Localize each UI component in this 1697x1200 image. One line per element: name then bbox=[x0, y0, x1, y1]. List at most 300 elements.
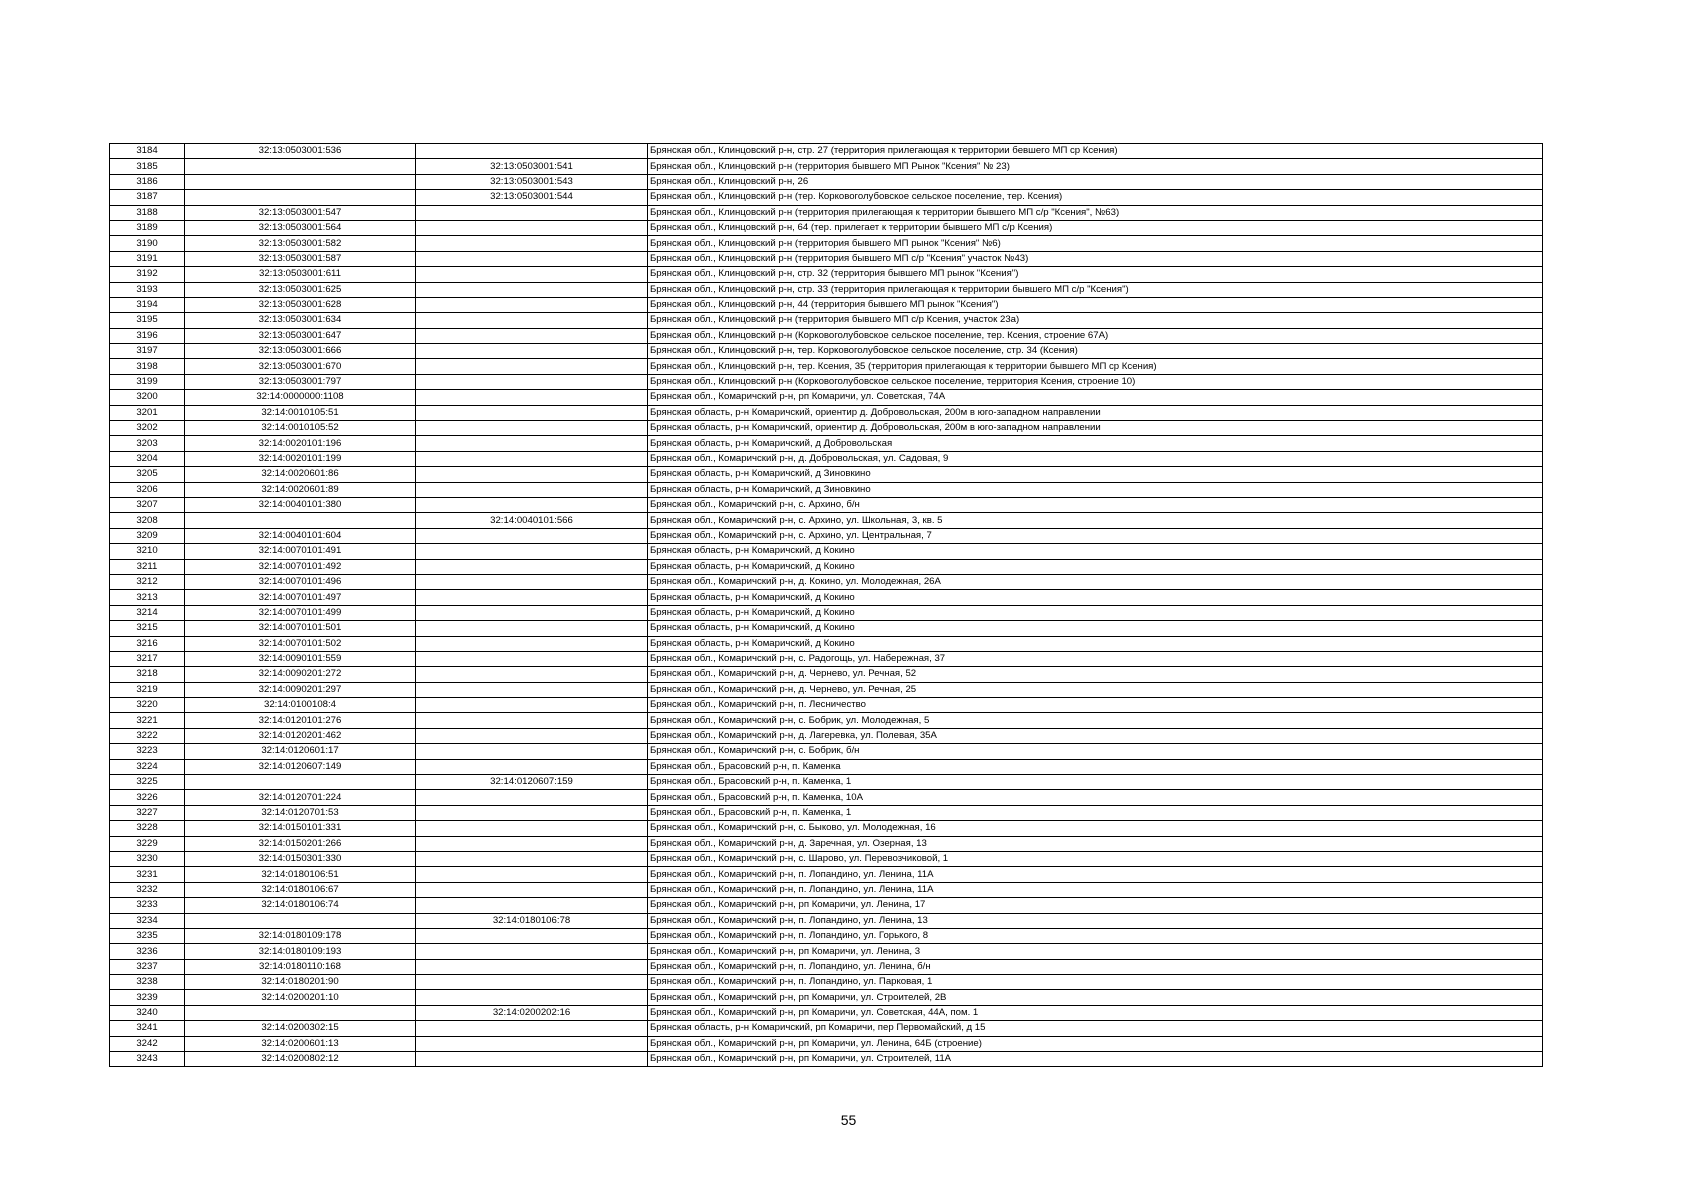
table-row bbox=[110, 436, 1543, 451]
cadastral-number-alt-cell bbox=[416, 836, 648, 851]
cadastral-number-alt-cell bbox=[416, 821, 648, 836]
address-cell: Брянская область, р-н Комаричский, д Кокино bbox=[648, 544, 1543, 559]
cadastral-number-cell: 32:14:0120201:462 bbox=[185, 728, 416, 743]
cadastral-number-alt-cell bbox=[416, 467, 648, 482]
table-row bbox=[110, 328, 1543, 343]
cadastral-number-alt-cell bbox=[416, 851, 648, 866]
address-cell: Брянская обл., Клинцовский р-н, тер. Ксения, 35 (территория прилегающая к территории бывшего МП ср Ксения) bbox=[648, 359, 1543, 374]
cadastral-number-alt-cell bbox=[416, 344, 648, 359]
cadastral-number-cell: 32:14:0090201:297 bbox=[185, 682, 416, 697]
row-number-cell: 3194 bbox=[110, 297, 185, 312]
row-number-cell: 3232 bbox=[110, 882, 185, 897]
address-cell: Брянская обл., Клинцовский р-н (территория бывшего МП с/р Ксения, участок 23а) bbox=[648, 313, 1543, 328]
row-number-cell: 3207 bbox=[110, 497, 185, 512]
cadastral-number-cell: 32:14:0020601:89 bbox=[185, 482, 416, 497]
address-cell: Брянская область, р-н Комаричский, д Кокино bbox=[648, 621, 1543, 636]
registry-table-body bbox=[110, 144, 1543, 1067]
row-number-cell: 3220 bbox=[110, 698, 185, 713]
cadastral-number-cell: 32:14:0120701:53 bbox=[185, 805, 416, 820]
row-number-cell: 3216 bbox=[110, 636, 185, 651]
address-cell: Брянская обл., Комаричский р-н, с. Радогощь, ул. Набережная, 37 bbox=[648, 651, 1543, 666]
address-cell: Брянская обл., Комаричский р-н, рп Комаричи, ул. Советская, 74А bbox=[648, 390, 1543, 405]
cadastral-number-alt-cell: 32:13:0503001:541 bbox=[416, 159, 648, 174]
cadastral-number-alt-cell bbox=[416, 220, 648, 235]
cadastral-number-cell: 32:14:0040101:604 bbox=[185, 528, 416, 543]
address-cell: Брянская обл., Клинцовский р-н, 64 (тер. прилегает к территории бывшего МП с/р Ксения) bbox=[648, 220, 1543, 235]
row-number-cell: 3184 bbox=[110, 144, 185, 159]
table-row bbox=[110, 682, 1543, 697]
table-row bbox=[110, 775, 1543, 790]
row-number-cell: 3240 bbox=[110, 1005, 185, 1020]
address-cell: Брянская обл., Комаричский р-н, п. Лесничество bbox=[648, 698, 1543, 713]
cadastral-number-cell: 32:14:0120607:149 bbox=[185, 759, 416, 774]
cadastral-number-alt-cell bbox=[416, 497, 648, 512]
cadastral-number-cell: 32:13:0503001:670 bbox=[185, 359, 416, 374]
table-row bbox=[110, 205, 1543, 220]
row-number-cell: 3195 bbox=[110, 313, 185, 328]
row-number-cell: 3223 bbox=[110, 744, 185, 759]
cadastral-number-cell: 32:14:0010105:52 bbox=[185, 421, 416, 436]
cadastral-number-alt-cell bbox=[416, 1036, 648, 1051]
cadastral-number-alt-cell bbox=[416, 651, 648, 666]
address-cell: Брянская обл., Комаричский р-н, д. Чернево, ул. Речная, 25 bbox=[648, 682, 1543, 697]
cadastral-number-alt-cell bbox=[416, 544, 648, 559]
address-cell: Брянская обл., Клинцовский р-н, стр. 33 (территория прилегающая к территории бывшего МП с/р "Ксения") bbox=[648, 282, 1543, 297]
cadastral-number-cell: 32:14:0070101:491 bbox=[185, 544, 416, 559]
cadastral-number-cell: 32:14:0200302:15 bbox=[185, 1021, 416, 1036]
address-cell: Брянская область, р-н Комаричский, ориентир д. Добровольская, 200м в юго-западном направлении bbox=[648, 421, 1543, 436]
table-row bbox=[110, 590, 1543, 605]
cadastral-number-alt-cell bbox=[416, 744, 648, 759]
cadastral-number-alt-cell bbox=[416, 436, 648, 451]
cadastral-number-cell: 32:14:0120101:276 bbox=[185, 713, 416, 728]
address-cell: Брянская обл., Комаричский р-н, д. Заречная, ул. Озерная, 13 bbox=[648, 836, 1543, 851]
table-row bbox=[110, 559, 1543, 574]
address-cell: Брянская обл., Комаричский р-н, рп Комаричи, ул. Ленина, 3 bbox=[648, 944, 1543, 959]
table-row bbox=[110, 374, 1543, 389]
cadastral-number-cell: 32:13:0503001:587 bbox=[185, 251, 416, 266]
cadastral-number-cell bbox=[185, 190, 416, 205]
row-number-cell: 3239 bbox=[110, 990, 185, 1005]
table-row bbox=[110, 344, 1543, 359]
address-cell: Брянская область, р-н Комаричский, д Зиновкино bbox=[648, 482, 1543, 497]
table-row bbox=[110, 1021, 1543, 1036]
table-row bbox=[110, 790, 1543, 805]
cadastral-number-alt-cell bbox=[416, 959, 648, 974]
cadastral-number-alt-cell bbox=[416, 359, 648, 374]
cadastral-number-cell: 32:14:0040101:380 bbox=[185, 497, 416, 512]
table-row bbox=[110, 605, 1543, 620]
cadastral-number-cell: 32:14:0010105:51 bbox=[185, 405, 416, 420]
address-cell: Брянская обл., Комаричский р-н, д. Добровольская, ул. Садовая, 9 bbox=[648, 451, 1543, 466]
address-cell: Брянская обл., Комаричский р-н, п. Лопандино, ул. Парковая, 1 bbox=[648, 975, 1543, 990]
row-number-cell: 3225 bbox=[110, 775, 185, 790]
cadastral-number-alt-cell bbox=[416, 528, 648, 543]
table-row bbox=[110, 851, 1543, 866]
cadastral-number-cell: 32:13:0503001:647 bbox=[185, 328, 416, 343]
address-cell: Брянская обл., Брасовский р-н, п. Каменка, 1 bbox=[648, 775, 1543, 790]
cadastral-number-alt-cell bbox=[416, 251, 648, 266]
row-number-cell: 3189 bbox=[110, 220, 185, 235]
table-row bbox=[110, 313, 1543, 328]
row-number-cell: 3213 bbox=[110, 590, 185, 605]
row-number-cell: 3204 bbox=[110, 451, 185, 466]
cadastral-number-alt-cell bbox=[416, 713, 648, 728]
cadastral-number-cell: 32:14:0100108:4 bbox=[185, 698, 416, 713]
cadastral-number-alt-cell bbox=[416, 944, 648, 959]
cadastral-number-cell: 32:14:0150301:330 bbox=[185, 851, 416, 866]
cadastral-number-cell: 32:14:0020101:199 bbox=[185, 451, 416, 466]
address-cell: Брянская обл., Комаричский р-н, п. Лопандино, ул. Горького, 8 bbox=[648, 928, 1543, 943]
row-number-cell: 3234 bbox=[110, 913, 185, 928]
cadastral-number-cell bbox=[185, 513, 416, 528]
cadastral-number-cell: 32:13:0503001:536 bbox=[185, 144, 416, 159]
cadastral-number-cell: 32:14:0200601:13 bbox=[185, 1036, 416, 1051]
cadastral-number-cell bbox=[185, 159, 416, 174]
row-number-cell: 3192 bbox=[110, 267, 185, 282]
row-number-cell: 3226 bbox=[110, 790, 185, 805]
row-number-cell: 3196 bbox=[110, 328, 185, 343]
address-cell: Брянская обл., Клинцовский р-н, стр. 27 (территория прилегающая к территории бевшего МП ср Ксения) bbox=[648, 144, 1543, 159]
cadastral-number-cell: 32:14:0020601:86 bbox=[185, 467, 416, 482]
cadastral-number-cell bbox=[185, 1005, 416, 1020]
cadastral-number-cell: 32:14:0180109:178 bbox=[185, 928, 416, 943]
address-cell: Брянская обл., Клинцовский р-н, 44 (территория бывшего МП рынок "Ксения") bbox=[648, 297, 1543, 312]
cadastral-number-alt-cell bbox=[416, 728, 648, 743]
cadastral-number-alt-cell bbox=[416, 328, 648, 343]
row-number-cell: 3203 bbox=[110, 436, 185, 451]
table-row bbox=[110, 621, 1543, 636]
table-row bbox=[110, 220, 1543, 235]
address-cell: Брянская область, р-н Комаричский, ориентир д. Добровольская, 200м в юго-западном направлении bbox=[648, 405, 1543, 420]
cadastral-number-cell: 32:14:0020101:196 bbox=[185, 436, 416, 451]
cadastral-number-cell: 32:13:0503001:634 bbox=[185, 313, 416, 328]
table-row bbox=[110, 497, 1543, 512]
row-number-cell: 3228 bbox=[110, 821, 185, 836]
address-cell: Брянская обл., Комаричский р-н, рп Комаричи, ул. Ленина, 64Б (строение) bbox=[648, 1036, 1543, 1051]
address-cell: Брянская обл., Комаричский р-н, п. Лопандино, ул. Ленина, 11А bbox=[648, 867, 1543, 882]
table-row bbox=[110, 359, 1543, 374]
row-number-cell: 3201 bbox=[110, 405, 185, 420]
cadastral-number-cell: 32:14:0070101:502 bbox=[185, 636, 416, 651]
address-cell: Брянская обл., Комаричский р-н, с. Быково, ул. Молодежная, 16 bbox=[648, 821, 1543, 836]
address-cell: Брянская обл., Клинцовский р-н (территория прилегающая к территории бывшего МП с/р "Ксения", №63) bbox=[648, 205, 1543, 220]
row-number-cell: 3187 bbox=[110, 190, 185, 205]
cadastral-number-alt-cell bbox=[416, 405, 648, 420]
row-number-cell: 3193 bbox=[110, 282, 185, 297]
table-row bbox=[110, 1052, 1543, 1067]
table-row bbox=[110, 513, 1543, 528]
row-number-cell: 3200 bbox=[110, 390, 185, 405]
table-row bbox=[110, 651, 1543, 666]
address-cell: Брянская область, р-н Комаричский, д Зиновкино bbox=[648, 467, 1543, 482]
address-cell: Брянская область, р-н Комаричский, д Кокино bbox=[648, 636, 1543, 651]
table-row bbox=[110, 174, 1543, 189]
cadastral-number-alt-cell bbox=[416, 759, 648, 774]
row-number-cell: 3221 bbox=[110, 713, 185, 728]
table-row bbox=[110, 698, 1543, 713]
cadastral-number-cell: 32:13:0503001:611 bbox=[185, 267, 416, 282]
cadastral-number-alt-cell bbox=[416, 374, 648, 389]
cadastral-number-alt-cell bbox=[416, 1021, 648, 1036]
address-cell: Брянская обл., Клинцовский р-н, стр. 32 (территория бывшего МП рынок "Ксения") bbox=[648, 267, 1543, 282]
row-number-cell: 3186 bbox=[110, 174, 185, 189]
address-cell: Брянская обл., Комаричский р-н, п. Лопандино, ул. Ленина, 13 bbox=[648, 913, 1543, 928]
address-cell: Брянская обл., Брасовский р-н, п. Каменка bbox=[648, 759, 1543, 774]
page-number: 55 bbox=[840, 1112, 857, 1128]
cadastral-number-alt-cell bbox=[416, 1052, 648, 1067]
cadastral-number-alt-cell bbox=[416, 574, 648, 589]
row-number-cell: 3205 bbox=[110, 467, 185, 482]
table-row bbox=[110, 959, 1543, 974]
cadastral-number-alt-cell bbox=[416, 144, 648, 159]
row-number-cell: 3219 bbox=[110, 682, 185, 697]
address-cell: Брянская обл., Комаричский р-н, рп Комаричи, ул. Ленина, 17 bbox=[648, 898, 1543, 913]
cadastral-number-alt-cell: 32:14:0200202:16 bbox=[416, 1005, 648, 1020]
cadastral-number-cell: 32:14:0180106:51 bbox=[185, 867, 416, 882]
cadastral-number-alt-cell bbox=[416, 698, 648, 713]
cadastral-number-cell: 32:14:0070101:499 bbox=[185, 605, 416, 620]
row-number-cell: 3197 bbox=[110, 344, 185, 359]
table-row bbox=[110, 728, 1543, 743]
cadastral-number-alt-cell bbox=[416, 559, 648, 574]
cadastral-number-cell: 32:14:0200802:12 bbox=[185, 1052, 416, 1067]
cadastral-number-cell: 32:14:0070101:501 bbox=[185, 621, 416, 636]
cadastral-number-alt-cell bbox=[416, 282, 648, 297]
address-cell: Брянская обл., Брасовский р-н, п. Каменка, 1 bbox=[648, 805, 1543, 820]
cadastral-number-cell: 32:13:0503001:628 bbox=[185, 297, 416, 312]
address-cell: Брянская обл., Комаричский р-н, д. Лагеревка, ул. Полевая, 35А bbox=[648, 728, 1543, 743]
address-cell: Брянская область, р-н Комаричский, д Кокино bbox=[648, 605, 1543, 620]
table-row bbox=[110, 1036, 1543, 1051]
row-number-cell: 3191 bbox=[110, 251, 185, 266]
cadastral-number-alt-cell: 32:14:0120607:159 bbox=[416, 775, 648, 790]
address-cell: Брянская обл., Клинцовский р-н (Корковоголубовское сельское поселение, тер. Ксения, строение 67А) bbox=[648, 328, 1543, 343]
table-row bbox=[110, 913, 1543, 928]
cadastral-number-alt-cell bbox=[416, 790, 648, 805]
cadastral-number-cell: 32:13:0503001:564 bbox=[185, 220, 416, 235]
cadastral-number-cell: 32:13:0503001:547 bbox=[185, 205, 416, 220]
table-row bbox=[110, 744, 1543, 759]
row-number-cell: 3229 bbox=[110, 836, 185, 851]
registry-table bbox=[109, 143, 1543, 1067]
row-number-cell: 3218 bbox=[110, 667, 185, 682]
table-row bbox=[110, 451, 1543, 466]
address-cell: Брянская обл., Комаричский р-н, д. Кокино, ул. Молодежная, 26А bbox=[648, 574, 1543, 589]
address-cell: Брянская обл., Комаричский р-н, с. Архино, б/н bbox=[648, 497, 1543, 512]
row-number-cell: 3209 bbox=[110, 528, 185, 543]
table-row bbox=[110, 467, 1543, 482]
cadastral-number-cell bbox=[185, 913, 416, 928]
cadastral-number-alt-cell bbox=[416, 205, 648, 220]
table-row bbox=[110, 821, 1543, 836]
row-number-cell: 3224 bbox=[110, 759, 185, 774]
address-cell: Брянская область, р-н Комаричский, д Кокино bbox=[648, 590, 1543, 605]
row-number-cell: 3198 bbox=[110, 359, 185, 374]
cadastral-number-alt-cell bbox=[416, 975, 648, 990]
row-number-cell: 3214 bbox=[110, 605, 185, 620]
cadastral-number-alt-cell: 32:14:0040101:566 bbox=[416, 513, 648, 528]
cadastral-number-cell: 32:14:0000000:1108 bbox=[185, 390, 416, 405]
cadastral-number-alt-cell: 32:13:0503001:544 bbox=[416, 190, 648, 205]
table-row bbox=[110, 667, 1543, 682]
address-cell: Брянская обл., Клинцовский р-н, тер. Корковоголубовское сельское поселение, стр. 34 (Ксения) bbox=[648, 344, 1543, 359]
row-number-cell: 3243 bbox=[110, 1052, 185, 1067]
table-row bbox=[110, 405, 1543, 420]
cadastral-number-alt-cell bbox=[416, 590, 648, 605]
cadastral-number-cell: 32:14:0180110:168 bbox=[185, 959, 416, 974]
cadastral-number-alt-cell bbox=[416, 805, 648, 820]
cadastral-number-cell: 32:14:0120601:17 bbox=[185, 744, 416, 759]
cadastral-number-alt-cell bbox=[416, 898, 648, 913]
table-row bbox=[110, 975, 1543, 990]
cadastral-number-cell: 32:14:0070101:496 bbox=[185, 574, 416, 589]
table-row bbox=[110, 713, 1543, 728]
table-row bbox=[110, 144, 1543, 159]
row-number-cell: 3233 bbox=[110, 898, 185, 913]
row-number-cell: 3206 bbox=[110, 482, 185, 497]
row-number-cell: 3215 bbox=[110, 621, 185, 636]
row-number-cell: 3236 bbox=[110, 944, 185, 959]
table-row bbox=[110, 282, 1543, 297]
address-cell: Брянская обл., Клинцовский р-н (территория бывшего МП рынок "Ксения" №6) bbox=[648, 236, 1543, 251]
cadastral-number-alt-cell bbox=[416, 621, 648, 636]
cadastral-number-cell: 32:14:0180106:67 bbox=[185, 882, 416, 897]
address-cell: Брянская обл., Комаричский р-н, д. Чернево, ул. Речная, 52 bbox=[648, 667, 1543, 682]
table-row bbox=[110, 190, 1543, 205]
cadastral-number-cell: 32:13:0503001:582 bbox=[185, 236, 416, 251]
row-number-cell: 3212 bbox=[110, 574, 185, 589]
cadastral-number-cell: 32:14:0200201:10 bbox=[185, 990, 416, 1005]
cadastral-number-alt-cell bbox=[416, 882, 648, 897]
table-row bbox=[110, 544, 1543, 559]
table-row bbox=[110, 159, 1543, 174]
address-cell: Брянская область, р-н Комаричский, рп Комаричи, пер Первомайский, д 15 bbox=[648, 1021, 1543, 1036]
table-row bbox=[110, 805, 1543, 820]
address-cell: Брянская обл., Комаричский р-н, п. Лопандино, ул. Ленина, б/н bbox=[648, 959, 1543, 974]
table-row bbox=[110, 928, 1543, 943]
table-row bbox=[110, 528, 1543, 543]
cadastral-number-alt-cell bbox=[416, 636, 648, 651]
cadastral-number-cell: 32:14:0090101:559 bbox=[185, 651, 416, 666]
table-row bbox=[110, 867, 1543, 882]
table-row bbox=[110, 236, 1543, 251]
table-row bbox=[110, 882, 1543, 897]
address-cell: Брянская область, р-н Комаричский, д Добровольская bbox=[648, 436, 1543, 451]
cadastral-number-cell: 32:14:0070101:497 bbox=[185, 590, 416, 605]
cadastral-number-cell: 32:13:0503001:625 bbox=[185, 282, 416, 297]
cadastral-number-alt-cell bbox=[416, 451, 648, 466]
cadastral-number-alt-cell bbox=[416, 267, 648, 282]
cadastral-number-alt-cell bbox=[416, 867, 648, 882]
row-number-cell: 3188 bbox=[110, 205, 185, 220]
address-cell: Брянская обл., Комаричский р-н, с. Бобрик, ул. Молодежная, 5 bbox=[648, 713, 1543, 728]
cadastral-number-alt-cell bbox=[416, 236, 648, 251]
table-row bbox=[110, 421, 1543, 436]
row-number-cell: 3237 bbox=[110, 959, 185, 974]
row-number-cell: 3227 bbox=[110, 805, 185, 820]
address-cell: Брянская обл., Клинцовский р-н (тер. Корковоголубовское сельское поселение, тер. Ксения) bbox=[648, 190, 1543, 205]
table-row bbox=[110, 759, 1543, 774]
row-number-cell: 3190 bbox=[110, 236, 185, 251]
address-cell: Брянская обл., Комаричский р-н, с. Шарово, ул. Перевозчиковой, 1 bbox=[648, 851, 1543, 866]
cadastral-number-alt-cell bbox=[416, 667, 648, 682]
row-number-cell: 3242 bbox=[110, 1036, 185, 1051]
cadastral-number-alt-cell bbox=[416, 928, 648, 943]
row-number-cell: 3199 bbox=[110, 374, 185, 389]
table-row bbox=[110, 990, 1543, 1005]
row-number-cell: 3231 bbox=[110, 867, 185, 882]
row-number-cell: 3238 bbox=[110, 975, 185, 990]
row-number-cell: 3202 bbox=[110, 421, 185, 436]
cadastral-number-alt-cell bbox=[416, 421, 648, 436]
cadastral-number-alt-cell bbox=[416, 482, 648, 497]
cadastral-number-cell bbox=[185, 775, 416, 790]
cadastral-number-alt-cell: 32:13:0503001:543 bbox=[416, 174, 648, 189]
cadastral-number-cell bbox=[185, 174, 416, 189]
table-row bbox=[110, 297, 1543, 312]
row-number-cell: 3208 bbox=[110, 513, 185, 528]
table-row bbox=[110, 636, 1543, 651]
row-number-cell: 3210 bbox=[110, 544, 185, 559]
address-cell: Брянская обл., Брасовский р-н, п. Каменка, 10А bbox=[648, 790, 1543, 805]
cadastral-number-cell: 32:14:0150201:266 bbox=[185, 836, 416, 851]
address-cell: Брянская обл., Клинцовский р-н, 26 bbox=[648, 174, 1543, 189]
address-cell: Брянская область, р-н Комаричский, д Кокино bbox=[648, 559, 1543, 574]
table-row bbox=[110, 1005, 1543, 1020]
table-row bbox=[110, 482, 1543, 497]
address-cell: Брянская обл., Комаричский р-н, рп Комаричи, ул. Советская, 44А, пом. 1 bbox=[648, 1005, 1543, 1020]
cadastral-number-cell: 32:14:0180106:74 bbox=[185, 898, 416, 913]
cadastral-number-alt-cell: 32:14:0180106:78 bbox=[416, 913, 648, 928]
address-cell: Брянская обл., Комаричский р-н, рп Комаричи, ул. Строителей, 11А bbox=[648, 1052, 1543, 1067]
row-number-cell: 3211 bbox=[110, 559, 185, 574]
address-cell: Брянская обл., Комаричский р-н, с. Бобрик, б/н bbox=[648, 744, 1543, 759]
address-cell: Брянская обл., Клинцовский р-н (территория бывшего МП Рынок "Ксения" № 23) bbox=[648, 159, 1543, 174]
row-number-cell: 3217 bbox=[110, 651, 185, 666]
address-cell: Брянская обл., Клинцовский р-н (территория бывшего МП с/р "Ксения" участок №43) bbox=[648, 251, 1543, 266]
cadastral-number-cell: 32:14:0180201:90 bbox=[185, 975, 416, 990]
cadastral-number-cell: 32:14:0180109:193 bbox=[185, 944, 416, 959]
address-cell: Брянская обл., Комаричский р-н, рп Комаричи, ул. Строителей, 2В bbox=[648, 990, 1543, 1005]
cadastral-number-alt-cell bbox=[416, 605, 648, 620]
cadastral-number-cell: 32:14:0150101:331 bbox=[185, 821, 416, 836]
table-row bbox=[110, 898, 1543, 913]
address-cell: Брянская обл., Комаричский р-н, с. Архино, ул. Школьная, 3, кв. 5 bbox=[648, 513, 1543, 528]
cadastral-number-cell: 32:14:0120701:224 bbox=[185, 790, 416, 805]
table-row bbox=[110, 390, 1543, 405]
cadastral-number-alt-cell bbox=[416, 390, 648, 405]
row-number-cell: 3235 bbox=[110, 928, 185, 943]
table-row bbox=[110, 574, 1543, 589]
address-cell: Брянская обл., Комаричский р-н, с. Архино, ул. Центральная, 7 bbox=[648, 528, 1543, 543]
row-number-cell: 3241 bbox=[110, 1021, 185, 1036]
cadastral-number-cell: 32:13:0503001:797 bbox=[185, 374, 416, 389]
address-cell: Брянская обл., Клинцовский р-н (Корковоголубовское сельское поселение, территория Ксения, строение 10) bbox=[648, 374, 1543, 389]
row-number-cell: 3230 bbox=[110, 851, 185, 866]
row-number-cell: 3222 bbox=[110, 728, 185, 743]
table-row bbox=[110, 944, 1543, 959]
table-row bbox=[110, 267, 1543, 282]
cadastral-number-alt-cell bbox=[416, 297, 648, 312]
cadastral-number-alt-cell bbox=[416, 990, 648, 1005]
cadastral-number-alt-cell bbox=[416, 313, 648, 328]
cadastral-number-cell: 32:14:0090201:272 bbox=[185, 667, 416, 682]
cadastral-number-cell: 32:14:0070101:492 bbox=[185, 559, 416, 574]
row-number-cell: 3185 bbox=[110, 159, 185, 174]
cadastral-number-cell: 32:13:0503001:666 bbox=[185, 344, 416, 359]
address-cell: Брянская обл., Комаричский р-н, п. Лопандино, ул. Ленина, 11А bbox=[648, 882, 1543, 897]
